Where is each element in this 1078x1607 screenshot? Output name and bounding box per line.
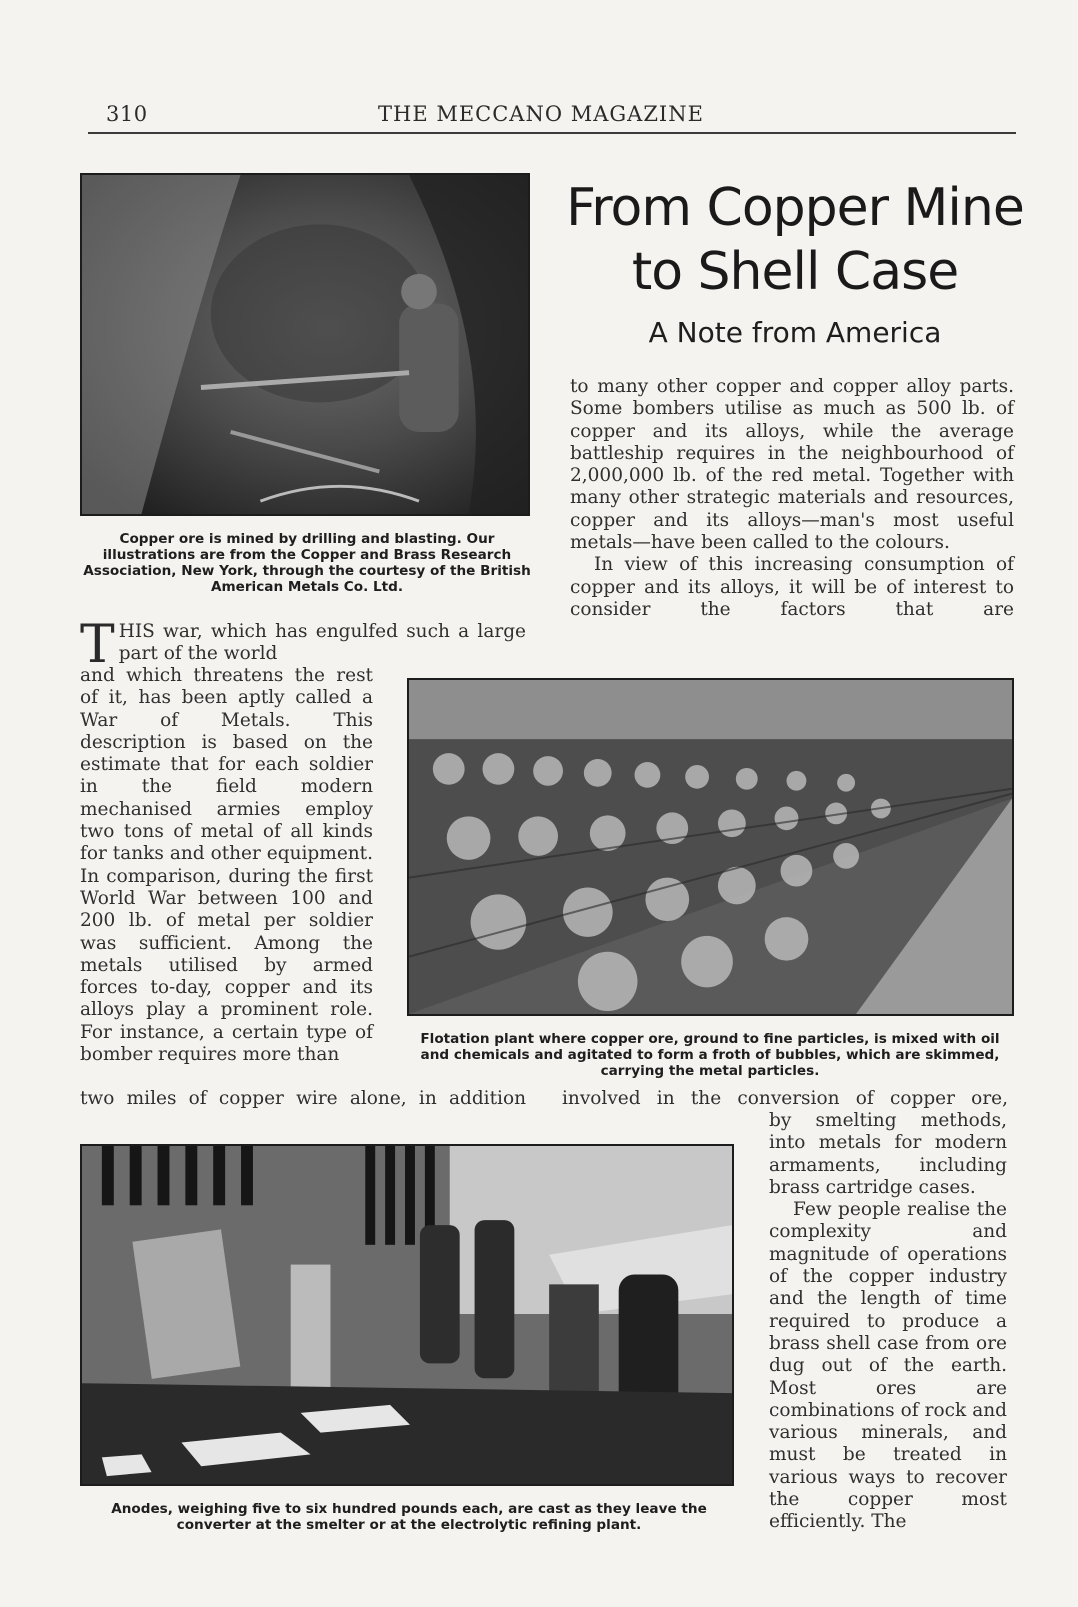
paragraph: by smelting methods, into metals for modern armaments, including brass cartridge cases.	[769, 1110, 1007, 1198]
header-rule	[88, 132, 1016, 134]
text-column-left	[80, 615, 526, 675]
photo-flotation-plant	[407, 678, 1014, 1016]
article-title	[560, 176, 1030, 304]
text-line-right-continue: involved in the conversion of copper ore,	[562, 1088, 1008, 1109]
paragraph: Few people realise the complexity and magnitude of operations of the copper industry and the length of time required to produce a brass shell case from ore dug out of the earth. Most ores are combinations of rock and various minerals, and must be treated in various ways to recover the copper most efficiently. The	[769, 1199, 1007, 1533]
text-column-left-body	[80, 665, 373, 1066]
title-line-2: to Shell Case	[631, 242, 959, 302]
page-number: 310	[106, 102, 148, 126]
photo-anodes-casting	[80, 1144, 734, 1486]
photo-copper-mine	[80, 173, 530, 516]
text-column-right-top	[570, 376, 1014, 621]
text-line-left-last: two miles of copper wire alone, in addition	[80, 1088, 526, 1109]
caption-flotation-plant: Flotation plant where copper ore, ground to fine particles, is mixed with oil and chemicals and agitated to form a froth of bubbles, which are skimmed, carrying the metal particles.	[420, 1031, 1000, 1079]
article-subtitle: A Note from America	[648, 316, 942, 349]
intro-text: HIS war, which has engulfed such a large part of the world	[118, 621, 526, 665]
running-head: THE MECCANO MAGAZINE	[378, 102, 704, 126]
paragraph: and which threatens the rest of it, has been aptly called a War of Metals. This description is based on the estimate that for each soldier in the field modern mechanised armies employ two tons of metal of all kinds for tanks and other equipment. In comparison, during the first World War between 100 and 200 lb. of metal per soldier was sufficient. Among the metals utilised by armed forces to-day, copper and its alloys play a prominent role. For instance, a certain type of bomber requires more than	[80, 665, 373, 1066]
drop-cap: T	[80, 615, 115, 675]
title-line-1: From Copper Mine	[566, 178, 1024, 238]
caption-copper-mine: Copper ore is mined by drilling and blasting. Our illustrations are from the Copper and Brass Research Association, New York, through the courtesy of the British American Metals Co. Ltd.	[83, 531, 531, 595]
caption-anodes: Anodes, weighing five to six hundred pounds each, are cast as they leave the converter at the smelter or at the electrolytic refining plant.	[111, 1501, 707, 1533]
paragraph: to many other copper and copper alloy parts. Some bombers utilise as much as 500 lb. of copper and its alloys, while the average battleship requires in the neighbourhood of 2,000,000 lb. of the red metal. Together with many other strategic materials and resources, copper and its alloys—man's most useful metals—have been called to the colours.	[570, 376, 1014, 554]
paragraph: In view of this increasing consumption of copper and its alloys, it will be of interest to consider the factors that are	[570, 554, 1014, 620]
text-column-right-bottom	[769, 1110, 1007, 1534]
